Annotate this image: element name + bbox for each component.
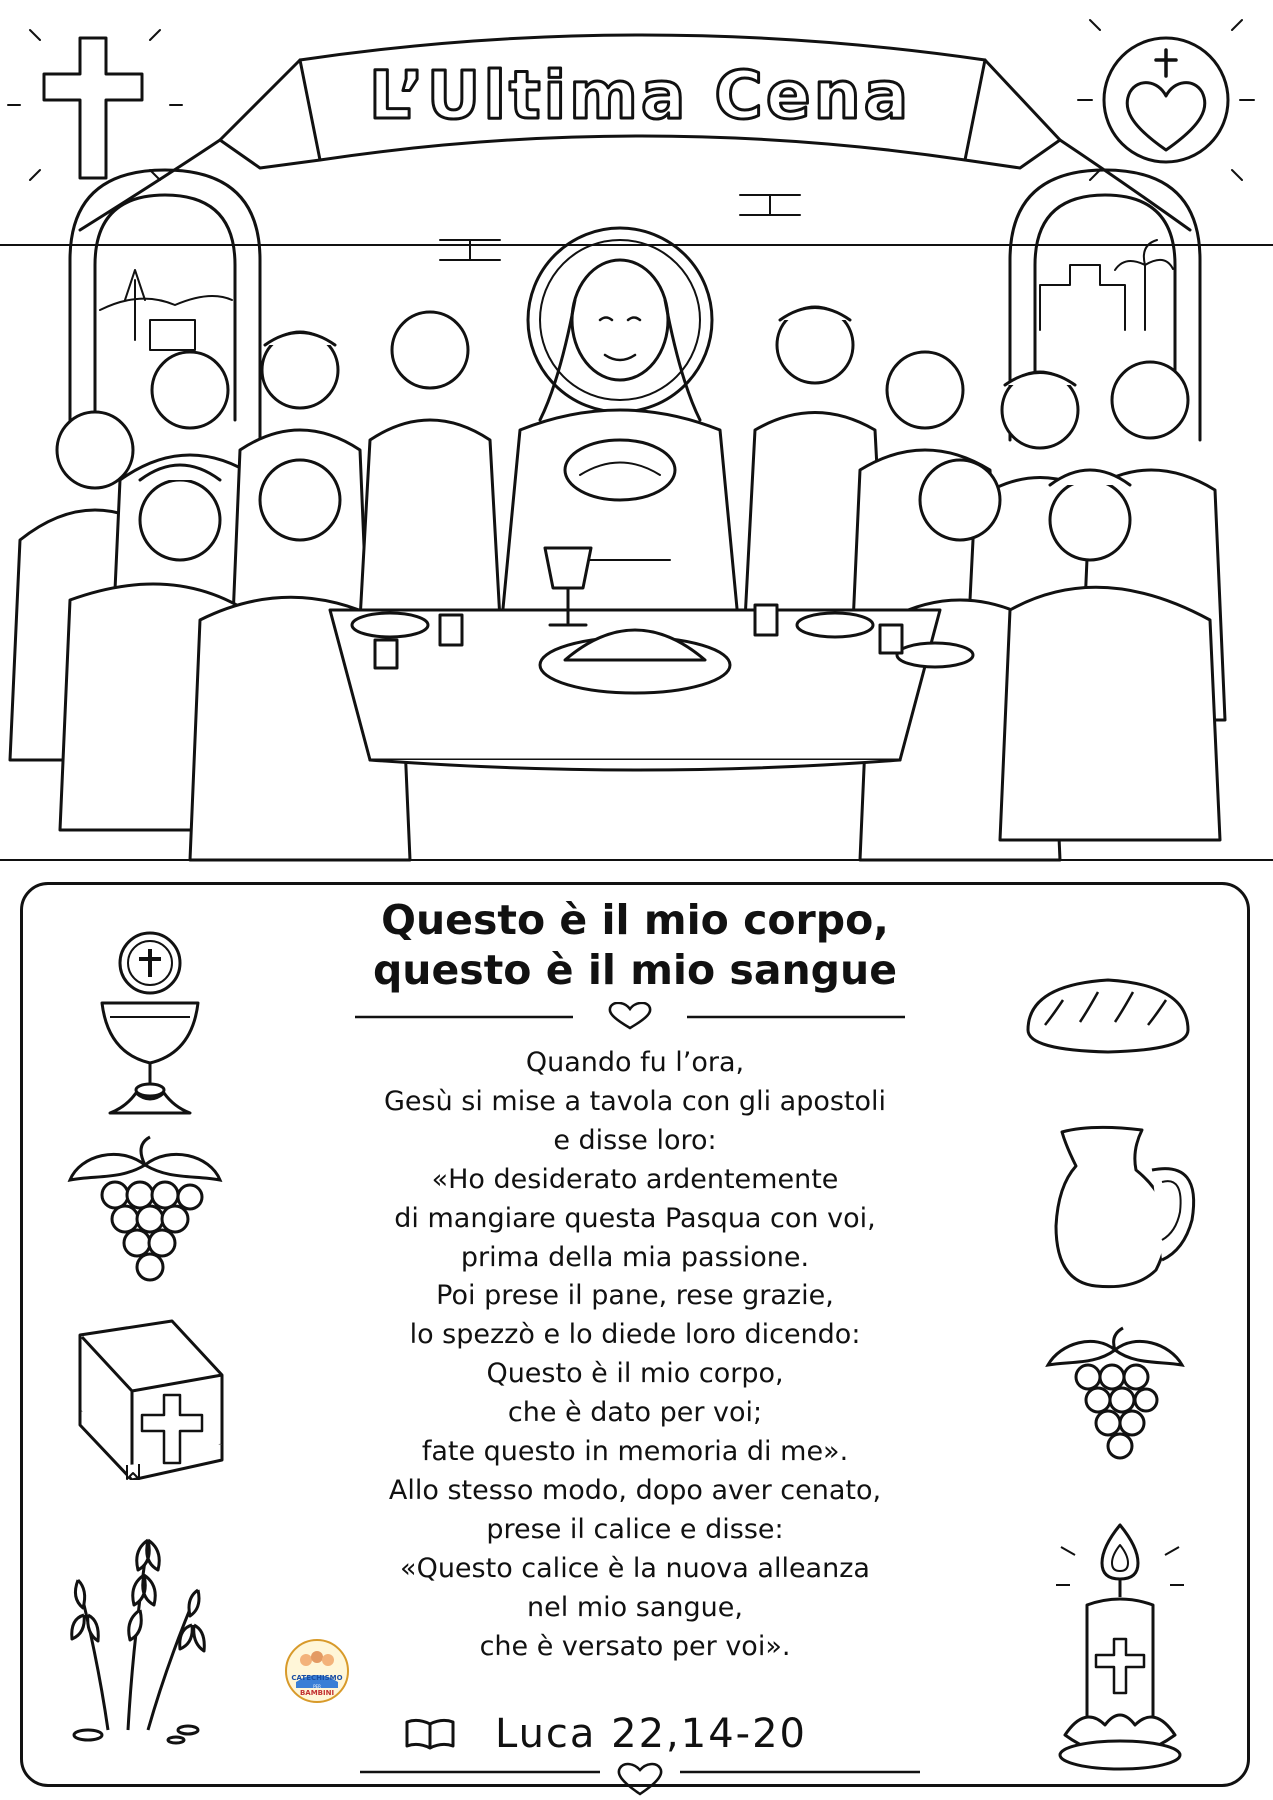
verse-line: Quando fu l’ora,	[525, 1047, 745, 1078]
candle-icon	[1045, 1515, 1195, 1775]
catechismo-logo	[284, 1638, 350, 1704]
chalice-host-icon	[90, 925, 210, 1125]
heart-icon	[610, 1003, 650, 1028]
last-supper-illustration	[0, 0, 1273, 865]
verse-line: Gesù si mise a tavola con gli apostoli	[383, 1085, 887, 1117]
verse-title	[330, 895, 940, 995]
reference-text: Luca 22,14-20	[495, 1711, 807, 1757]
heart-cross-icon	[1078, 20, 1254, 180]
verse-title-line: questo è il mio sangue	[372, 946, 898, 994]
verse-line: e disse loro:	[553, 1124, 717, 1156]
verse-line: Poi prese il pane, rese grazie,	[436, 1280, 834, 1312]
jug-icon	[1052, 1120, 1212, 1295]
verse-line: Questo è il mio corpo,	[486, 1358, 784, 1390]
scripture-reference	[400, 1708, 880, 1760]
grapes-icon	[1040, 1325, 1190, 1475]
svg-text:PER: PER	[313, 1684, 321, 1689]
wheat-icon	[58, 1500, 218, 1750]
verse-line: prese il calice e disse:	[486, 1513, 784, 1545]
bible-icon	[72, 1315, 232, 1480]
verse-line: «Questo calice è la nuova alleanza	[400, 1552, 870, 1584]
svg-text:BAMBINI: BAMBINI	[299, 1689, 335, 1697]
verse-line: di mangiare questa Pasqua con voi,	[394, 1202, 876, 1234]
verse-line: fate questo in memoria di me».	[421, 1436, 849, 1468]
jesus-figure	[500, 228, 740, 640]
open-book-icon	[404, 1716, 456, 1752]
heart-icon	[619, 1764, 661, 1794]
banner-title: L’Ultima Cena	[368, 57, 912, 134]
svg-text:CATECHISMO: CATECHISMO	[291, 1674, 343, 1682]
title-banner	[80, 35, 1190, 230]
verse-line: nel mio sangue,	[527, 1591, 743, 1623]
bread-loaf-icon	[1018, 970, 1198, 1060]
verse-line: lo spezzò e lo diede loro dicendo:	[409, 1319, 861, 1351]
verse-title-line: Questo è il mio corpo,	[381, 896, 889, 944]
grapes-icon	[60, 1135, 230, 1295]
verse-body	[290, 1044, 980, 1667]
verse-line: che è versato per voi».	[479, 1630, 791, 1662]
heart-divider	[355, 1002, 905, 1032]
verse-line: «Ho desiderato ardentemente	[431, 1163, 839, 1195]
heart-divider-bottom	[360, 1760, 920, 1796]
cross-icon	[8, 30, 182, 180]
verse-line: che è dato per voi;	[507, 1397, 763, 1429]
verse-line: prima della mia passione.	[460, 1241, 810, 1273]
verse-line: Allo stesso modo, dopo aver cenato,	[388, 1474, 882, 1506]
